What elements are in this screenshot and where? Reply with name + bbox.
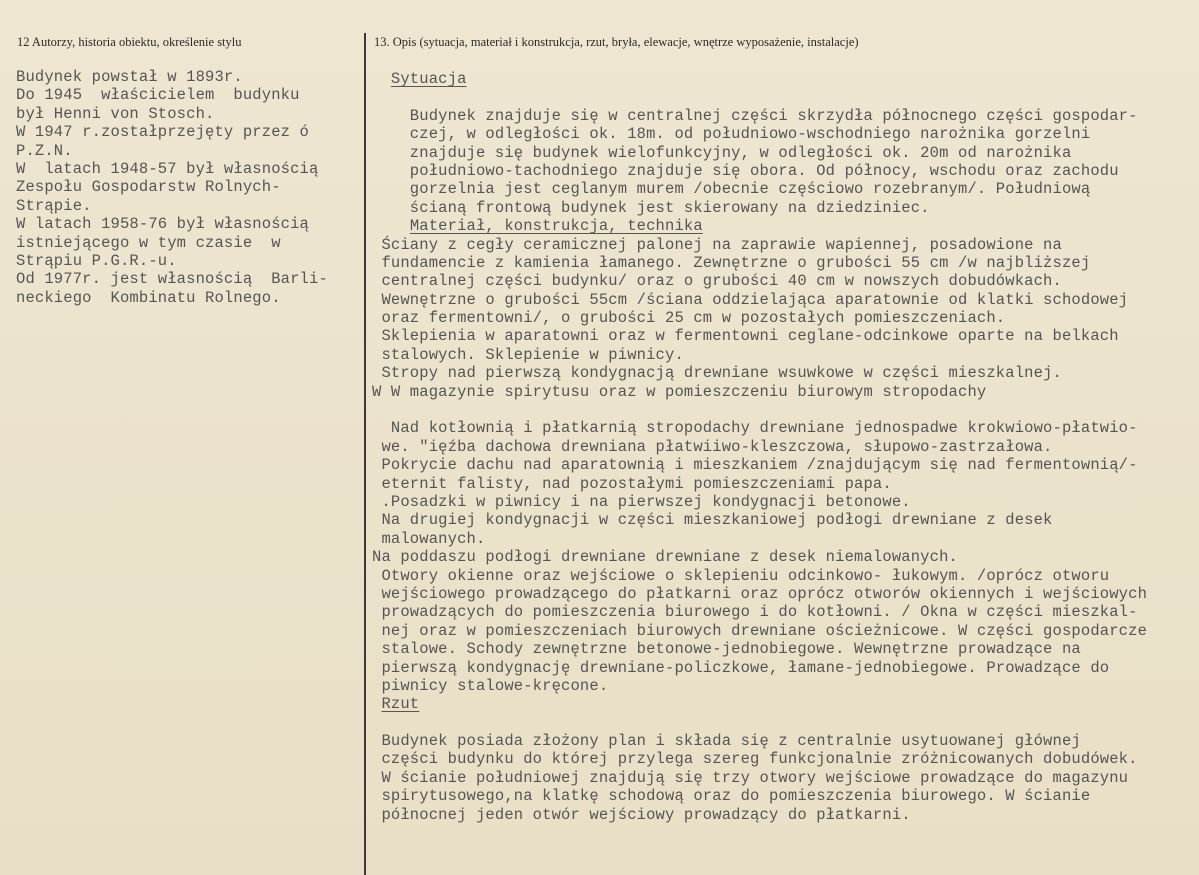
description-line: .Posadzki w piwnicy i na pierwszej kondygnacji betonowe. [372,492,911,511]
description-line: Otwory okienne oraz wejściowe o sklepieniu odcinkowo- łukowym. /oprócz otworu [372,566,1110,585]
description-line: Na poddaszu podłogi drewniane drewniane z desek niemalowanych. [372,548,958,567]
description-line: Sklepienia w aparatowni oraz w fermentowni ceglane-odcinkowe oparte na belkach [372,327,1119,346]
description-line: znajduje się budynek wielofunkcyjny, w odległości ok. 20m od narożnika [372,143,1072,162]
section-heading [372,217,1147,235]
description-line: wejściowego prowadzącego do płatkarni oraz oprócz otworów okiennych i wejściowych [372,584,1148,603]
history-line: istniejącego w tym czasie w [16,233,281,252]
description-line: stalowe. Schody zewnętrzne betonowe-jednobiegowe. Wewnętrzne prowadzące na [372,640,1081,659]
description-line: oraz fermentowni/, o grubości 25 cm w pozostałych pomieszczeniach. [372,309,1006,328]
description-line: eternit falisty, nad pozostałymi pomieszczeniami papa. [372,474,892,493]
description-line: Ściany z cegły ceramicznej palonej na zaprawie wapiennej, posadowione na [372,235,1062,254]
description-line: południowo-tachodniego znajduje się obora. Od północy, wschodu oraz zachodu [372,161,1119,180]
description-line: ścianą frontową budynek jest skierowany na dziedziniec. [372,198,930,217]
history-line: Strąpiu P.G.R.-u. [16,251,177,270]
section-13-header: 13. Opis (sytuacja, materiał i konstrukcja, rzut, bryła, elewacje, wnętrze wyposażenie, instalacje) [374,35,859,49]
history-line: Budynek powstał w 1893r. [16,68,243,86]
section-heading [372,695,1147,713]
description-line: czej, w odległości ok. 18m. od południowo-wschodniego narożnika gorzelni [372,125,1091,144]
history-line: neckiego Kombinatu Rolnego. [16,288,281,307]
description-line: pierwszą kondygnację drewniane-policzkowe, łamane-jednobiegowe. Prowadzące do [372,658,1110,677]
description-line: Nad kotłownią i płatkarnią stropodachy drewniane jednospadwe krokwiowo-płatwio- [372,419,1138,438]
history-line: Zespołu Gospodarstw Rolnych- [16,178,281,197]
history-line: Strąpie. [16,196,92,215]
history-line: Od 1977r. jest własnością Barli- [16,270,328,289]
description-line: fundamencie z kamienia łamanego. Zewnętrzne o grubości 55 cm /w najbliższej [372,253,1091,272]
description-line: północnej jeden otwór wejściowy prowadzący do płatkarni. [372,805,911,824]
history-line: P.Z.N. [16,141,73,160]
description-line: Budynek posiada złożony plan i składa się z centralnie usytuowanej głównej [372,732,1081,751]
description-line: prowadzących do pomieszczenia biurowego i do kotłowni. / Okna w części mieszkal- [372,603,1138,622]
description-line: Budynek znajduje się w centralnej części skrzydła północnego części gospodar- [372,106,1138,125]
section-heading-text: Rzut [381,695,420,714]
section-12-header: 12 Autorzy, historia obiektu, określenie stylu [17,35,242,49]
description-line: we. "ięźba dachowa drewniana płatwiiwo-kleszczowa, słupowo-zastrzałowa. [372,437,1053,456]
history-line: W 1947 r.zostałprzejęty przez ó [16,123,309,142]
history-line: Do 1945 właścicielem budynku [16,86,300,105]
history-line: W latach 1958-76 był własnością [16,215,309,234]
description-line: części budynku do której przylega szereg funkcjonalnie zróżnicowanych dobudówek. [372,750,1138,769]
description-line: W ścianie południowej znajdują się trzy otwory wejściowe prowadzące do magazynu [372,768,1129,787]
blank-line [372,88,1147,106]
section-heading-text: Materiał, konstrukcja, technika [409,217,703,236]
description-line: centralnej części budynku/ oraz o grubości 40 cm w nowszych dobudówkach. [372,272,1062,291]
description-line: Wewnętrzne o grubości 55cm /ściana oddzielająca aparatownie od klatki schodowej [372,290,1129,309]
blank-line [372,714,1147,732]
history-text-column [16,68,328,307]
description-line: stalowych. Sklepienie w piwnicy. [372,345,684,364]
description-line: Pokrycie dachu nad aparatownią i mieszkaniem /znajdującym się nad fermentownią/- [372,456,1138,475]
section-heading-text: Sytuacja [390,70,467,88]
description-line: Stropy nad pierwszą kondygnacją drewniane wsuwkowe w części mieszkalnej. [372,364,1062,383]
description-line: Na drugiej kondygnacji w części mieszkaniowej podłogi drewniane z desek [372,511,1053,530]
description-line: spirytusowego,na klatkę schodową oraz do pomieszczenia biurowego. W ścianie [372,787,1091,806]
history-line: był Henni von Stosch. [16,104,215,123]
blank-line [372,401,1147,419]
description-line: gorzelnia jest ceglanym murem /obecnie częściowo rozebranym/. Południową [372,180,1091,199]
description-line: nej oraz w pomieszczeniach biurowych drewniane ościeżnicowe. W części gospodarcze [372,621,1148,640]
description-line: piwnicy stalowe-kręcone. [372,676,609,695]
description-line: W W magazynie spirytusu oraz w pomieszczeniu biurowym stropodachy [372,382,987,401]
description-line: malowanych. [372,529,486,548]
column-divider [364,33,366,875]
section-heading [372,70,1147,88]
description-text-column [372,70,1147,824]
history-line: W latach 1948-57 był własnością [16,159,319,178]
